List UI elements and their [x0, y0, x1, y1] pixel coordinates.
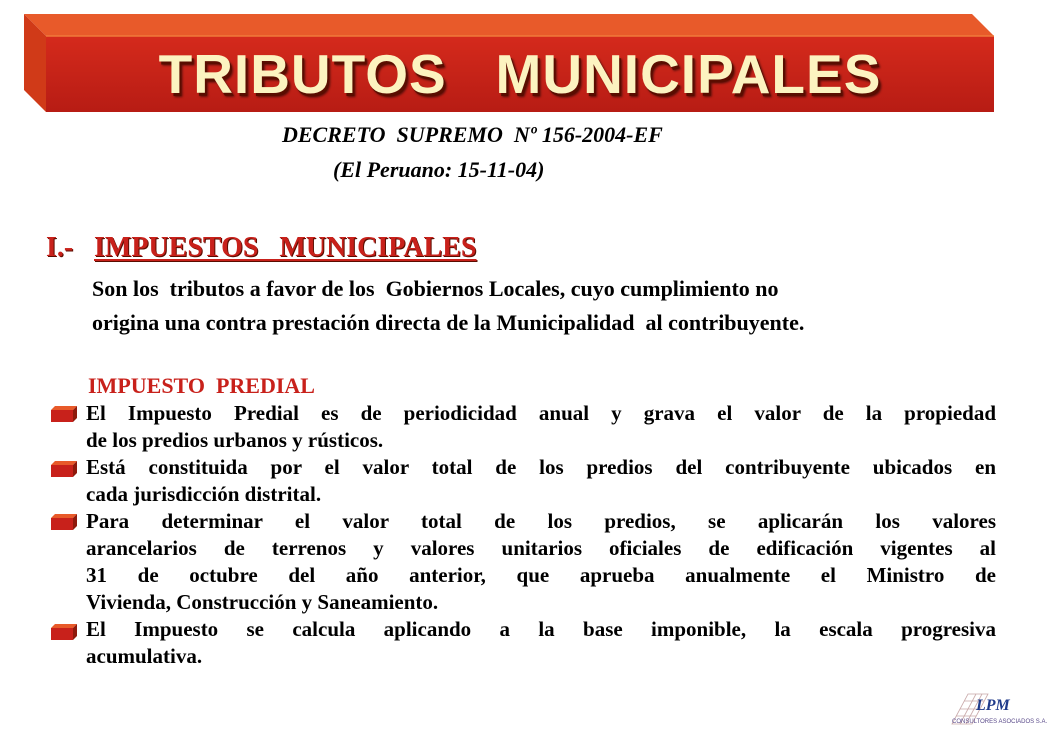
bullet-line: El Impuesto se calcula aplicando a la base imponible, la escala progresiva — [86, 617, 996, 641]
predial-bullet — [86, 400, 996, 454]
section-number: I.- — [46, 232, 74, 263]
bullet-line: Está constituida por el valor total de los predios del contribuyente ubicados en — [86, 455, 996, 479]
section-title: IMPUESTOS MUNICIPALES — [94, 232, 477, 263]
title-banner — [24, 14, 994, 112]
bullet-line: arancelarios de terrenos y valores unitarios oficiales de edificación vigentes al — [86, 536, 996, 560]
bullet-line: El Impuesto Predial es de periodicidad anual y grava el valor de la propiedad — [86, 401, 996, 425]
page-title: TRIBUTOS MUNICIPALES — [158, 43, 882, 105]
intro-line: Son los tributos a favor de los Gobiernos Locales, cuyo cumplimiento no — [92, 276, 779, 301]
predial-bullet — [86, 454, 996, 508]
bullet-line: Vivienda, Construcción y Saneamiento. — [86, 590, 439, 614]
decree-publication: (El Peruano: 15-11-04) — [333, 157, 545, 182]
predial-bullet — [86, 508, 996, 616]
intro-line: origina una contra prestación directa de la Municipalidad al contribuyente. — [92, 310, 805, 335]
bullet-line: de los predios urbanos y rústicos. — [86, 428, 384, 452]
predial-heading: IMPUESTO PREDIAL — [88, 373, 315, 398]
bullet-line: Para determinar el valor total de los predios, se aplicarán los valores — [86, 509, 996, 533]
bullet-line: acumulativa. — [86, 644, 203, 668]
section-intro — [92, 272, 992, 340]
bullet-block-icon — [51, 406, 77, 422]
bullet-line: 31 de octubre del año anterior, que aprueba anualmente el Ministro de — [86, 563, 996, 587]
logo-text: LPM — [976, 697, 1010, 714]
bullet-line: cada jurisdicción distrital. — [86, 482, 322, 506]
predial-bullet — [86, 616, 996, 670]
logo-subtext: CONSULTORES ASOCIADOS S.A. — [952, 719, 1047, 725]
bullet-block-icon — [51, 461, 77, 477]
bullet-block-icon — [51, 624, 77, 640]
decree-reference: DECRETO SUPREMO Nº 156-2004-EF — [282, 122, 663, 147]
bullet-block-icon — [51, 514, 77, 530]
